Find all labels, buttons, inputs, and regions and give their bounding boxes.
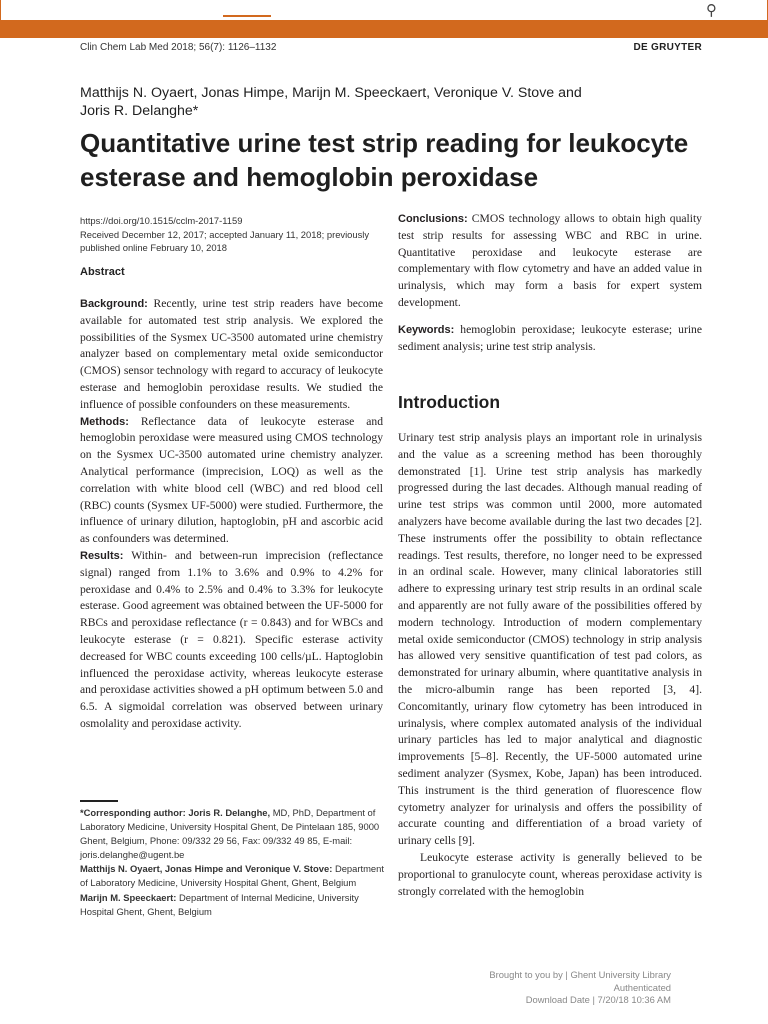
corr-text: MD, PhD, Department of Laboratory Medicine, University Hospital Ghent, De Pintelaan 185, 9000 Ghent, Belgium, Phone: 09/332 29 56, Fax: 09/332 49 85, E-mail: joris.delanghe@ugent.be bbox=[80, 807, 380, 861]
abstract-methods bbox=[80, 414, 383, 548]
article-meta bbox=[80, 214, 390, 255]
abstract-right-column bbox=[398, 211, 702, 355]
download-stamp bbox=[470, 969, 671, 1007]
intro-paragraph-2: Leukocyte esterase activity is generally believed to be proportional to granulocyte count, whereas peroxidase activity is strongly correlated with the hemoglobin bbox=[398, 850, 702, 898]
author-list: Matthijs N. Oyaert, Jonas Himpe, Marijn M. Speeckaert, Veronique V. Stove and Joris R. Delanghe* bbox=[80, 85, 582, 119]
affiliation-2 bbox=[80, 891, 385, 919]
introduction-body bbox=[398, 430, 702, 900]
download-line-3: Download Date | 7/20/18 10:36 AM bbox=[525, 994, 671, 1006]
intro-paragraph-1: Urinary test strip analysis plays an important role in urinalysis and the value as a screening method has been thoroughly demonstrated [1]. Urine test strip analysis has markedly progressed during the last decades. Although manual reading of urine test strips was common until 2000, more automated analyzers have become available during the last two decades [2]. These instruments offer the possibility to obtain reflectance readings. Test results, therefore, no longer need to be expressed in an ordinal scale. However, many clinical laboratories still adhere to expressing urinary test strip results in an ordinal scale and apparently are not fully aware of the possibilities offered by modern technology. Introduction of modern complementary metal oxide semiconductor (CMOS) technology in strip analysis has allowed very sensitive quantification of test pad colors, as demonstrated for urinary albumin, where quantitative analysis in the micro-albumin range has been reported [3, 4]. Concomitantly, urinary flow cytometry has been introduced in urinalysis, where complex automated analysis of the individual urinary particles has led to major analytical and diagnostic improvements [5–8]. Recently, the UF-5000 automated urine sediment analyzer (Sysmex, Kobe, Japan) has been introduced. This instrument is the third generation of fluorescence flow cytometry analyzer for urinalysis and offers the possibility of accurate counting and differentiation of a broad variety of urinary cells [9]. bbox=[398, 431, 702, 848]
doi-link[interactable]: https://doi.org/10.1515/cclm-2017-1159 bbox=[80, 215, 243, 226]
article-title: Quantitative urine test strip reading for leukocyte esterase and hemoglobin peroxidase bbox=[80, 128, 689, 192]
download-line-1: Brought to you by | Ghent University Library bbox=[489, 969, 671, 980]
aff1-text: Department of Laboratory Medicine, University Hospital Ghent, Ghent, Belgium bbox=[80, 863, 384, 889]
background-label: Background: bbox=[80, 298, 148, 310]
journal-citation: Clin Chem Lab Med 2018; 56(7): 1126–1132 bbox=[80, 42, 277, 53]
top-accent-rule bbox=[223, 15, 271, 17]
background-text: Recently, urine test strip readers have become available for automated test strip analysis. We explored the possibilities of the Sysmex UC-3500 automated urine chemistry analyzer based on complementary metal oxide semiconductor (CMOS) sensor technology with regard to accuracy of leukocyte esterase and hemoglobin peroxidase results. We studied the influence of possible confounders on these measurements. bbox=[80, 297, 383, 411]
methods-label: Methods: bbox=[80, 415, 129, 428]
methods-text: Reflectance data of leukocyte esterase and hemoglobin peroxidase were measured using CMOS technology on the Sysmex UC-3500 automated urine chemistry analyzer. Analytical performance (imprecision, LOQ) as well as the correlation with white blood cell (WBC) and red blood cell (RBC) counts (Sysmex UF-5000) were studied. Furthermore, the influence of urinary dilution, haptoglobin, pH and ascorbic acid as confounders was determined. bbox=[80, 414, 383, 546]
top-border-left bbox=[0, 0, 1, 20]
keywords-text: hemoglobin peroxidase; leukocyte esterase; urine sediment analysis; urine test strip analysis. bbox=[398, 322, 702, 353]
keywords-label: Keywords: bbox=[398, 323, 455, 336]
aff1-label: Matthijs N. Oyaert, Jonas Himpe and Veronique V. Stove: bbox=[80, 863, 333, 875]
abstract-conclusions bbox=[398, 211, 702, 312]
corresponding-author bbox=[80, 806, 385, 862]
author-footnotes bbox=[80, 806, 385, 919]
results-label: Results: bbox=[80, 549, 124, 562]
abstract-left-column bbox=[80, 296, 383, 733]
conclusions-label: Conclusions: bbox=[398, 213, 468, 225]
abstract-background bbox=[80, 296, 383, 414]
aff2-text: Department of Internal Medicine, University Hospital Ghent, Ghent, Belgium bbox=[80, 891, 359, 917]
abstract-keywords bbox=[398, 322, 702, 356]
publication-history: Received December 12, 2017; accepted January 11, 2018; previously published online February 10, 2018 bbox=[80, 228, 370, 253]
abstract-results bbox=[80, 548, 383, 733]
corr-label: *Corresponding author: Joris R. Delanghe, bbox=[80, 807, 271, 818]
lamp-icon: ⚲ bbox=[706, 1, 717, 19]
affiliation-1 bbox=[80, 862, 385, 890]
abstract-heading: Abstract bbox=[80, 266, 125, 278]
download-line-2: Authenticated bbox=[613, 981, 671, 993]
aff2-label: Marijn M. Speeckaert: bbox=[80, 891, 177, 903]
header-bar bbox=[0, 20, 768, 38]
conclusions-text: CMOS technology allows to obtain high quality test strip results for assessing WBC and RBC in urine. Quantitative peroxidase and leukocyte esterase are complementary with flow cytometry and have an added value in urinalysis, which may form a basis for expert system development. bbox=[398, 212, 702, 309]
results-text: Within- and between-run imprecision (reflectance signal) ranged from 1.1% to 3.6% and 0.9% to 4.2% for peroxidase and 0.4% to 2.5% and 0.4% to 3.3% for leukocyte esterase. Good agreement was obtained between the UF-5000 for RBCs and peroxidase reflectance (r = 0.843) and for WBCs and leukocyte esterase (r = 0.821). Specific esterase activity decreased for WBC counts exceeding 100 cells/µL. Haptoglobin influenced the peroxidase activity, whereas leukocyte esterase and peroxidase activities showed a pH optimum between 5.0 and 6.5. A sigmoidal correlation was observed between urinary osmolality and peroxidase activity. bbox=[80, 548, 383, 730]
publisher-name: DE GRUYTER bbox=[633, 42, 702, 53]
footnote-divider bbox=[80, 800, 118, 802]
introduction-heading: Introduction bbox=[398, 392, 501, 412]
